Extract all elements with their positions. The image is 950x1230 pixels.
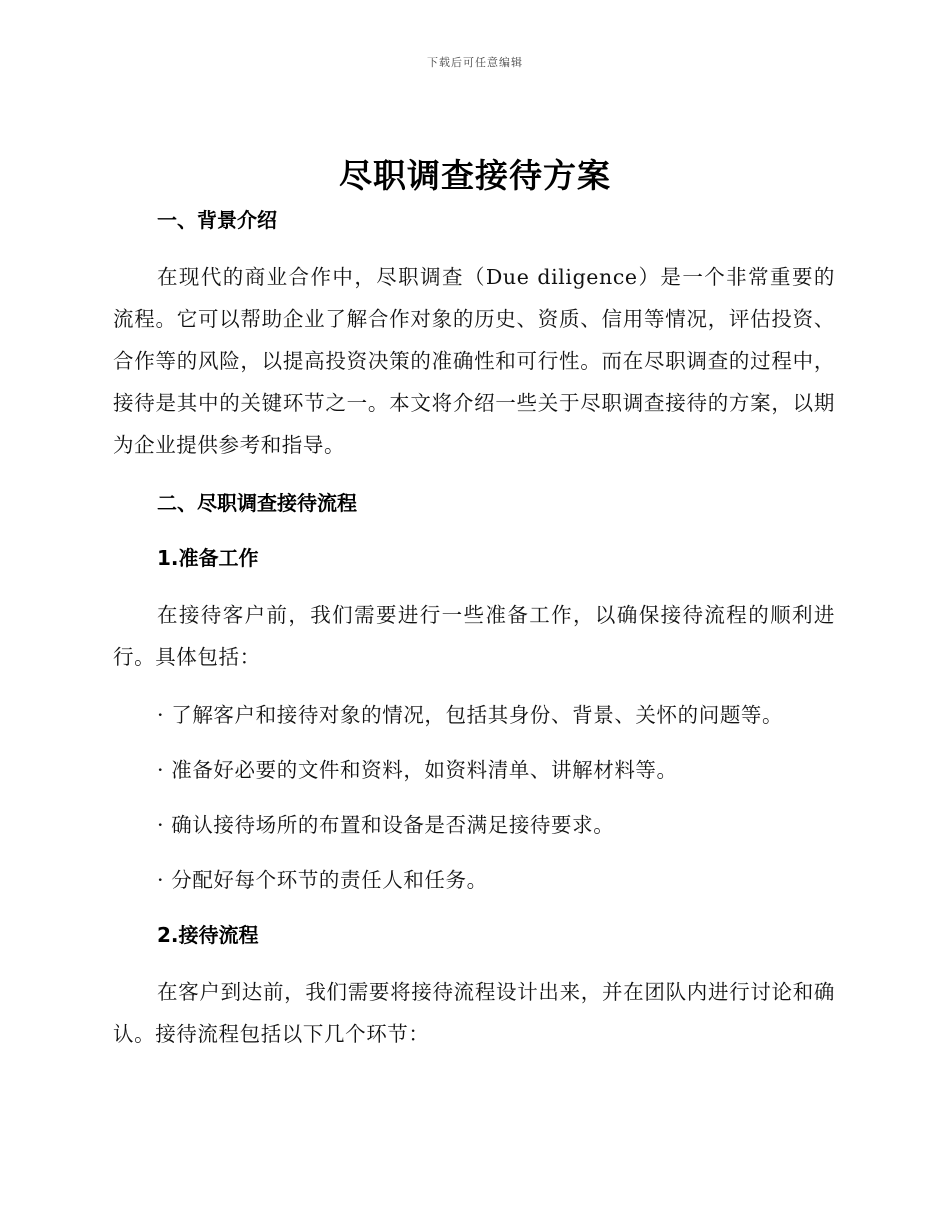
list-item: · 确认接待场所的布置和设备是否满足接待要求。: [157, 813, 615, 837]
subsection-heading-reception-process: 2.接待流程: [157, 923, 259, 947]
header-note: 下载后可任意编辑: [427, 56, 523, 69]
background-paragraph: 在现代的商业合作中，尽职调查（Due diligence）是一个非常重要的流程。它可以帮助企业了解合作对象的历史、资质、信用等情况，评估投资、合作等的风险，以提高投资决策的准确性和可行性。而在尽职调查的过程中，接待是其中的关键环节之一。本文将介绍一些关于尽职调查接待的方案，以期为企业提供参考和指导。: [113, 265, 835, 457]
list-item: · 准备好必要的文件和资料，如资料清单、讲解材料等。: [157, 758, 678, 782]
subsection-heading-preparation: 1.准备工作: [157, 546, 259, 570]
section-heading-process: 二、尽职调查接待流程: [157, 491, 357, 515]
list-item: · 了解客户和接待对象的情况，包括其身份、背景、关怀的问题等。: [157, 703, 784, 727]
document-title: 尽职调查接待方案: [339, 156, 611, 195]
list-item: · 分配好每个环节的责任人和任务。: [157, 868, 488, 892]
section-heading-background: 一、背景介绍: [157, 208, 277, 232]
preparation-paragraph: 在接待客户前，我们需要进行一些准备工作，以确保接待流程的顺利进行。具体包括：: [113, 603, 835, 669]
document-body: [113, 203, 835, 1055]
reception-process-paragraph: 在客户到达前，我们需要将接待流程设计出来，并在团队内进行讨论和确认。接待流程包括以下几个环节：: [113, 980, 835, 1046]
